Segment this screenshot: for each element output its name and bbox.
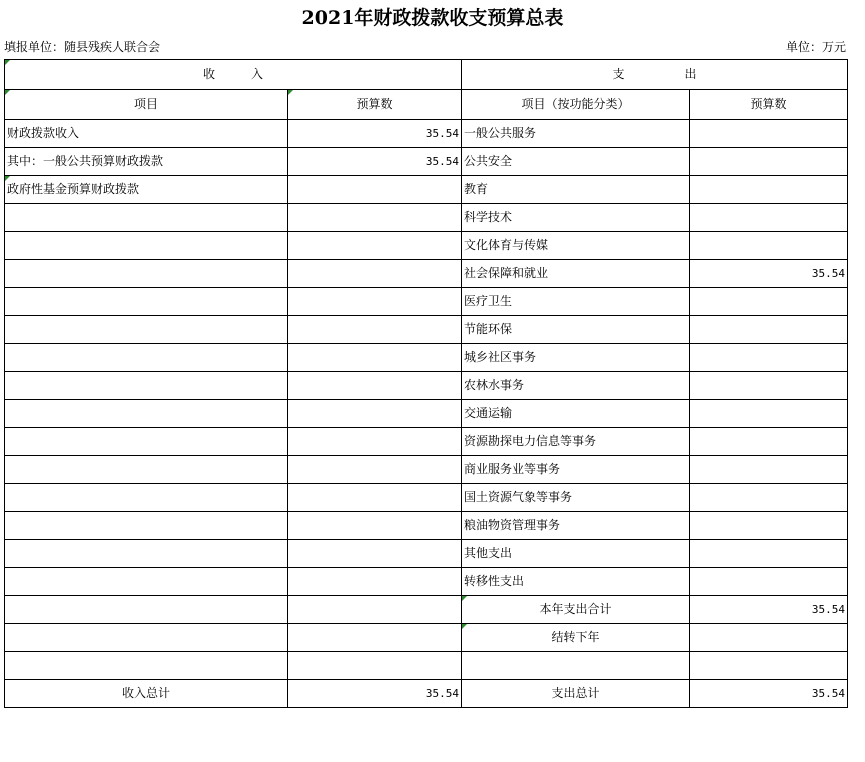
income-budget-cell[interactable]: [288, 232, 462, 260]
expense-item-cell[interactable]: 社会保障和就业: [462, 260, 690, 288]
expense-budget-cell[interactable]: [690, 652, 848, 680]
income-item-cell[interactable]: [5, 316, 288, 344]
income-budget-cell[interactable]: [288, 372, 462, 400]
expense-item-cell[interactable]: 粮油物资管理事务: [462, 512, 690, 540]
income-item-cell[interactable]: 政府性基金预算财政拨款: [5, 176, 288, 204]
expense-budget-cell[interactable]: [690, 344, 848, 372]
col-header-income-budget[interactable]: 预算数: [288, 90, 462, 120]
table-row: [5, 260, 848, 288]
table-row: [5, 596, 848, 624]
expense-item-cell[interactable]: [462, 652, 690, 680]
expense-item-cell[interactable]: 交通运输: [462, 400, 690, 428]
table-row: [5, 316, 848, 344]
expense-budget-cell[interactable]: [690, 372, 848, 400]
income-budget-cell[interactable]: [288, 260, 462, 288]
table-row: [5, 428, 848, 456]
filler-unit-label: 填报单位：随县残疾人联合会: [4, 40, 161, 54]
table-row: [5, 288, 848, 316]
income-budget-cell[interactable]: [288, 512, 462, 540]
expense-budget-cell[interactable]: 35.54: [690, 596, 848, 624]
income-budget-cell[interactable]: 35.54: [288, 680, 462, 708]
expense-item-cell[interactable]: 一般公共服务: [462, 120, 690, 148]
table-row: [5, 624, 848, 652]
income-item-cell[interactable]: [5, 344, 288, 372]
expense-budget-cell[interactable]: 35.54: [690, 260, 848, 288]
table-row: [5, 652, 848, 680]
expense-item-cell[interactable]: 本年支出合计: [462, 596, 690, 624]
expense-item-cell[interactable]: 商业服务业等事务: [462, 456, 690, 484]
col-header-income-item[interactable]: 项目: [5, 90, 288, 120]
table-row: [5, 372, 848, 400]
income-item-cell[interactable]: [5, 484, 288, 512]
currency-unit-label: 单位：万元: [785, 40, 846, 54]
income-item-cell[interactable]: 财政拨款收入: [5, 120, 288, 148]
table-row: [5, 344, 848, 372]
expense-budget-cell[interactable]: [690, 512, 848, 540]
income-budget-cell[interactable]: [288, 540, 462, 568]
expense-item-cell[interactable]: 医疗卫生: [462, 288, 690, 316]
income-item-cell[interactable]: [5, 428, 288, 456]
income-item-cell[interactable]: [5, 288, 288, 316]
expense-item-cell[interactable]: 教育: [462, 176, 690, 204]
income-item-cell[interactable]: [5, 372, 288, 400]
expense-item-cell[interactable]: 转移性支出: [462, 568, 690, 596]
income-item-cell[interactable]: [5, 400, 288, 428]
table-row: [5, 680, 848, 708]
income-item-cell[interactable]: [5, 232, 288, 260]
table-row: [5, 120, 848, 148]
income-item-cell[interactable]: [5, 260, 288, 288]
table-row: [5, 512, 848, 540]
income-budget-cell[interactable]: [288, 344, 462, 372]
income-budget-cell[interactable]: [288, 176, 462, 204]
expense-budget-cell[interactable]: [690, 540, 848, 568]
income-budget-cell[interactable]: [288, 596, 462, 624]
income-budget-cell[interactable]: [288, 652, 462, 680]
table-row: [5, 456, 848, 484]
table-row: [5, 400, 848, 428]
expense-budget-cell[interactable]: [690, 428, 848, 456]
income-item-cell[interactable]: [5, 540, 288, 568]
income-budget-cell[interactable]: [288, 624, 462, 652]
income-budget-cell[interactable]: [288, 428, 462, 456]
expense-budget-cell[interactable]: [690, 120, 848, 148]
expense-budget-cell[interactable]: 35.54: [690, 680, 848, 708]
table-row: [5, 540, 848, 568]
expense-budget-cell[interactable]: [690, 400, 848, 428]
col-header-expense-item[interactable]: 项目（按功能分类）: [462, 90, 690, 120]
section-header-row: [5, 60, 848, 90]
table-row: [5, 484, 848, 512]
table-row: [5, 232, 848, 260]
income-budget-cell[interactable]: [288, 484, 462, 512]
income-section-header[interactable]: 收 入: [5, 60, 462, 90]
expense-item-cell[interactable]: 农林水事务: [462, 372, 690, 400]
table-row: [5, 568, 848, 596]
table-row: [5, 148, 848, 176]
income-item-cell[interactable]: [5, 624, 288, 652]
expense-item-cell[interactable]: 国土资源气象等事务: [462, 484, 690, 512]
expense-item-cell[interactable]: 公共安全: [462, 148, 690, 176]
income-budget-cell[interactable]: 35.54: [288, 148, 462, 176]
income-item-cell[interactable]: [5, 596, 288, 624]
expense-item-cell[interactable]: 城乡社区事务: [462, 344, 690, 372]
income-item-cell[interactable]: [5, 456, 288, 484]
income-budget-cell[interactable]: [288, 316, 462, 344]
expense-budget-cell[interactable]: [690, 204, 848, 232]
expense-budget-cell[interactable]: [690, 232, 848, 260]
income-item-cell[interactable]: [5, 512, 288, 540]
col-header-expense-budget[interactable]: 预算数: [690, 90, 848, 120]
income-item-cell[interactable]: [5, 652, 288, 680]
expense-section-header[interactable]: 支 出: [462, 60, 848, 90]
column-header-row: [5, 90, 848, 120]
expense-budget-cell[interactable]: [690, 484, 848, 512]
budget-table: [4, 59, 848, 708]
expense-budget-cell[interactable]: [690, 456, 848, 484]
expense-item-cell[interactable]: 其他支出: [462, 540, 690, 568]
table-row: [5, 204, 848, 232]
income-item-cell[interactable]: 收入总计: [5, 680, 288, 708]
expense-budget-cell[interactable]: [690, 176, 848, 204]
income-budget-cell[interactable]: [288, 568, 462, 596]
expense-budget-cell[interactable]: [690, 316, 848, 344]
income-item-cell[interactable]: [5, 568, 288, 596]
income-item-cell[interactable]: [5, 204, 288, 232]
income-budget-cell[interactable]: [288, 456, 462, 484]
table-row: [5, 176, 848, 204]
expense-item-cell[interactable]: 结转下年: [462, 624, 690, 652]
expense-budget-cell[interactable]: [690, 568, 848, 596]
income-item-cell[interactable]: 其中：一般公共预算财政拨款: [5, 148, 288, 176]
expense-item-cell[interactable]: 支出总计: [462, 680, 690, 708]
expense-budget-cell[interactable]: [690, 288, 848, 316]
expense-item-cell[interactable]: 节能环保: [462, 316, 690, 344]
expense-item-cell[interactable]: 资源勘探电力信息等事务: [462, 428, 690, 456]
income-budget-cell[interactable]: [288, 204, 462, 232]
expense-item-cell[interactable]: 文化体育与传媒: [462, 232, 690, 260]
page-title: 2021年财政拨款收支预算总表: [301, 7, 564, 29]
expense-item-cell[interactable]: 科学技术: [462, 204, 690, 232]
income-budget-cell[interactable]: [288, 288, 462, 316]
expense-budget-cell[interactable]: [690, 148, 848, 176]
income-budget-cell[interactable]: 35.54: [288, 120, 462, 148]
income-budget-cell[interactable]: [288, 400, 462, 428]
expense-budget-cell[interactable]: [690, 624, 848, 652]
